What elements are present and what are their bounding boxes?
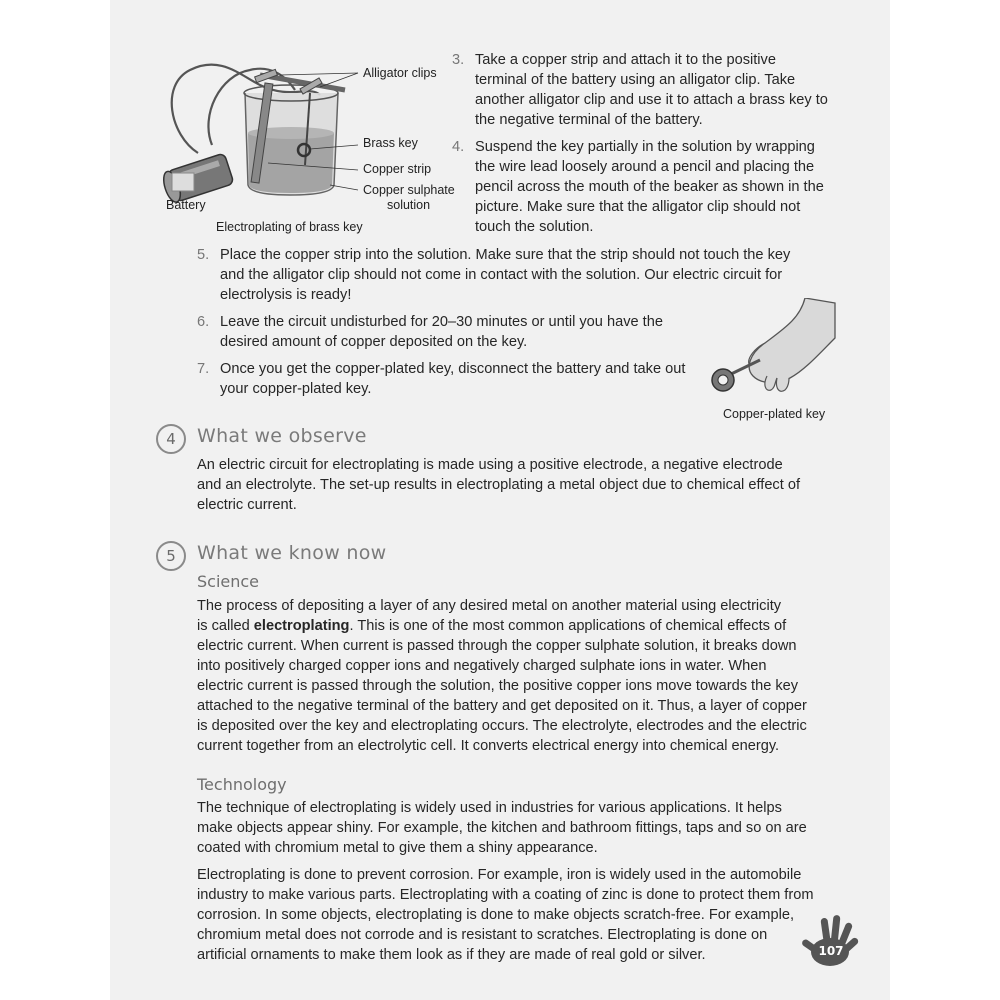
figure-caption-electroplating: Electroplating of brass key [216,220,363,234]
label-brass-key: Brass key [363,136,418,150]
step-number: 5. [197,247,210,263]
label-solution: solution [387,198,431,212]
paragraph-line: coated with chromium metal to give them a shiny appearance. [197,840,598,856]
label-battery: Battery [166,198,206,212]
step-line: another alligator clip and use it to attach a brass key to [475,92,828,108]
section-heading-what-we-know-now: What we know now [197,542,387,564]
paragraph-line: chromium metal does not corrode and is resistant to scratches. Electroplating is done on [197,927,768,943]
paragraph-line: and an electrolyte. The set-up results in electroplating a metal object due to chemical effect of [197,477,801,493]
step-line: Suspend the key partially in the solution by wrapping [475,139,815,155]
step-line: terminal of the battery using an alligator clip. Take [475,72,796,88]
paragraph-line: corrosion. In some objects, electroplating is done to make objects scratch-free. For example, [197,907,794,923]
step-line: your copper-plated key. [220,381,372,397]
section-heading-what-we-observe: What we observe [197,425,367,447]
section-number-badge: 4 [156,424,186,454]
step-number: 4. [452,139,465,155]
step-line: electrolysis is ready! [220,287,352,303]
step-line: touch the solution. [475,219,594,235]
figure-caption-copper-plated-key: Copper-plated key [723,407,826,421]
science-paragraph [197,596,857,756]
step-line: Once you get the copper-plated key, disconnect the battery and take out [220,361,686,377]
step-line: the wire lead loosely around a pencil and placing the [475,159,815,175]
paragraph-line: The technique of electroplating is widely used in industries for various applications. It helps [197,800,782,816]
step-line: Take a copper strip and attach it to the positive [475,52,776,68]
paragraph-line: is called electroplating. This is one of the most common applications of chemical effects of [197,618,787,634]
technology-paragraph-2 [197,865,857,965]
paragraph-line: Electroplating is done to prevent corrosion. For example, iron is widely used in the automobile [197,867,802,883]
paragraph-line: The process of depositing a layer of any desired metal on another material using electricity [197,598,782,614]
subheading-technology: Technology [197,775,287,794]
paragraph-line: industry to make various parts. Electroplating with a coating of zinc is done to protect them from [197,887,814,903]
hand-holding-key-illustration [705,298,840,403]
label-copper-strip: Copper strip [363,162,432,176]
technology-paragraph-1 [197,798,857,858]
label-alligator-clips: Alligator clips [363,66,437,80]
step-line: Place the copper strip into the solution. Make sure that the strip should not touch the key [220,247,791,263]
step-number: 6. [197,314,210,330]
step-line: desired amount of copper deposited on the key. [220,334,528,350]
paragraph-line: electric current. [197,497,297,513]
paragraph-line: electric current. When current is passed through the copper sulphate solution, it breaks down [197,638,797,654]
electroplating-apparatus-illustration [160,45,360,215]
paragraph-line: attached to the negative terminal of the battery and get deposited on it. Thus, a layer of copper [197,698,807,714]
section-4-paragraph [197,455,857,515]
paragraph-line: electric current is passed through the solution, the positive copper ions move towards the key [197,678,799,694]
hand-print-icon [798,910,868,970]
step-line: pencil across the mouth of the beaker as shown in the [475,179,824,195]
paragraph-line: is deposited over the key and electroplating occurs. The electrolyte, electrodes and the electric [197,718,807,734]
paragraph-line: current together from an electrolytic cell. It converts electrical energy into chemical energy. [197,738,780,754]
step-line: picture. Make sure that the alligator clip should not [475,199,801,215]
section-number-badge: 5 [156,541,186,571]
step-number: 3. [452,52,465,68]
step-number: 7. [197,361,210,377]
step-line: Leave the circuit undisturbed for 20–30 minutes or until you have the [220,314,663,330]
paragraph-line: An electric circuit for electroplating is made using a positive electrode, a negative electrode [197,457,783,473]
term-electroplating: electroplating [253,618,350,634]
paragraph-line: artificial ornaments to make them look as if they are made of real gold or silver. [197,947,706,963]
step-line: and the alligator clip should not come in contact with the solution. Our electric circuit for [220,267,783,283]
subheading-science: Science [197,572,260,591]
paragraph-line: make objects appear shiny. For example, the kitchen and bathroom fittings, taps and so on are [197,820,807,836]
step-line: the negative terminal of the battery. [475,112,703,128]
page-number: 107 [818,944,844,958]
label-copper-sulphate: Copper sulphate [363,183,455,197]
paragraph-line: into positively charged copper ions and negatively charged sulphate ions in water. When [197,658,767,674]
